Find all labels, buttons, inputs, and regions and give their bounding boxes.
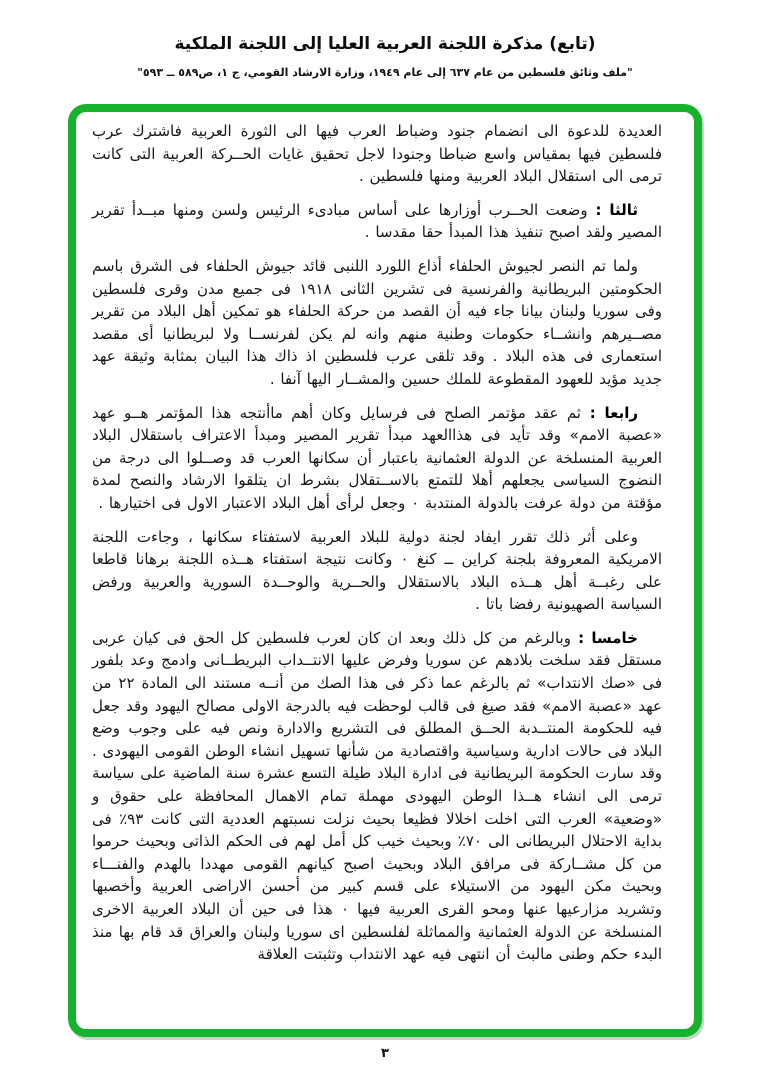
page-number: ٣ [381,1046,389,1061]
section-label: رابعا : [580,403,639,422]
paragraph: خامسا : وبالرغم من كل ذلك وبعد ان كان لعرب فلسطين كل الحق فى كيان عربى مستقل فقد سلخت بلادهم عن سوريا وفرض عليها الانتــداب البريطــانى وادمج وعد بلفور فى «صك الانتداب» ثم بالرغم عما ذكر فى هذا الصك من أنــه مستند الى المادة ٢٢ من عهد «عصبة الامم» فقد صيغ فى قالب لوحظت فيه بالدرجة الاولى مصالح اليهود وقد جعل فيه للحكومة المنتــدبة الحــق المطلق فى التشريع والادارة ونص فيه على وجوب وضع البلاد فى حالات ادارية وسياسية واقتصادية من شأنها تسهيل انشاء الوطن القومى اليهودى . وقد سارت الحكومة البريطانية فى ادارة البلاد طيلة التسع عشرة سنة الماضية على سياسة ترمى الى انشاء هــذا الوطن اليهودى مهملة تمام الاهمال المحافظة على حقوق و «وضعية» العرب التى اخلت اخلالا فظيعا بحيث نزلت نسبتهم العددية التى كانت ٩٣٪ فى بداية الاحتلال البريطانى الى ٧٠٪ وبحيث خيب كل أمل لهم فى الحكم الذاتى وبحيث حرموا من كل مشــاركة فى مرافق البلاد وبحيث اصبح كيانهم القومى مهددا بالهدم والفنـــاء وبحيث مكن اليهود من الاستيلاء على قسم كبير من أحسن الاراضى العربية وأخصبها وتشريد مزارعيها عنها ومحو القرى العربية فيها ٠ هذا فى حين أن البلاد العربية الاخرى المنسلخة عن الدولة العثمانية والمماثلة لفلسطين اى سوريا ولبنان والعراق قد قام بها منذ البدء حكم وطنى مالبث أن انتهى فيه عهد الانتداب وتثبتت العلاقة [92,628,662,964]
section-label: خامسا : [570,628,638,647]
paragraph: العديدة للدعوة الى انضمام جنود وضباط العرب فيها الى الثورة العربية فاشترك عرب فلسطين فيها بمقياس واسع ضباطا وجنودا لاجل تحقيق غايات الحــركة العربية التى كانت ترمى الى استقلال البلاد العربية ومنها فلسطين . [92,122,662,186]
paragraph: وعلى أثر ذلك تقرر ايفاد لجنة دولية للبلاد العربية لاستفتاء سكانها ، وجاءت اللجنة الامريكية المعروفة بلجنة كراين ــ كنغ ٠ وكانت نتيجة استفتاء هــذه اللجنة برهانا قاطعا على رغبــة أهل هــذه البلاد بالاستقلال والحــرية والوحــدة السورية والعربية ورفض السياسة الصهيونية رفضا باتا . [92,527,662,614]
document-body [92,120,662,977]
section-label: ثالثا : [587,200,638,219]
page-title: (تابع) مذكرة اللجنة العربية العليا إلى اللجنة الملكية [174,34,596,54]
source-citation: "ملف وثائق فلسطين من عام ٦٣٧ إلى عام ١٩٤٩، وزارة الارشاد القومي، ج ١، ص٥٨٩ ــ ٥٩٣" [137,66,633,79]
paragraph: رابعا : ثم عقد مؤتمر الصلح فى فرسايل وكان أهم ماأنتجه هذا المؤتمر هــو عهد «عصبة الامم» وقد تأيد فى هذاالعهد مبدأ تقرير المصير ومبدأ الاعتراف باستقلال البلاد العربية المنسلخة عن الدولة العثمانية باعتبار أن سكانها العرب قد وصــلوا الى درجة من النضوج السياسى يجعلهم أهلا للتمتع بالاســتقلال بشرط ان يتلقوا الارشاد والنصح لمدة مؤقتة من دولة عرفت بالدولة المنتدبة ٠ وجعل لرأى أهل البلاد الاعتبار الاول فى اختيارها . [92,403,662,512]
content-border-box [68,104,702,1037]
paragraph: ولما تم النصر لجيوش الحلفاء أذاع اللورد اللنبى قائد جيوش الحلفاء فى الشرق باسم الحكومتين البريطانية والفرنسية فى تشرين الثانى ١٩١٨ فى جميع مدن وقرى فلسطين وفى سوريا ولبنان بيانا جاء فيه أن القصد من حركة الحلفاء هو تمكين أهل البلاد من تقرير مصــيرهم وانشــاء حكومات وطنية منهم وانه لم يكن لفرنســا ولا لبريطانيا أى مقصد استعمارى فى هذه البلاد . وقد تلقى عرب فلسطين اذ ذاك هذا البيان بمثابة وثيقة عهد جديد مؤيد للعهود المقطوعة للملك حسين والمشــار اليها آنفا . [92,256,662,388]
paragraph: ثالثا : وضعت الحــرب أوزارها على أساس مبادىء الرئيس ولسن ومنها مبــدأ تقرير المصير ولقد اصبح تنفيذ هذا المبدأ حقا مقدسا . [92,200,662,242]
